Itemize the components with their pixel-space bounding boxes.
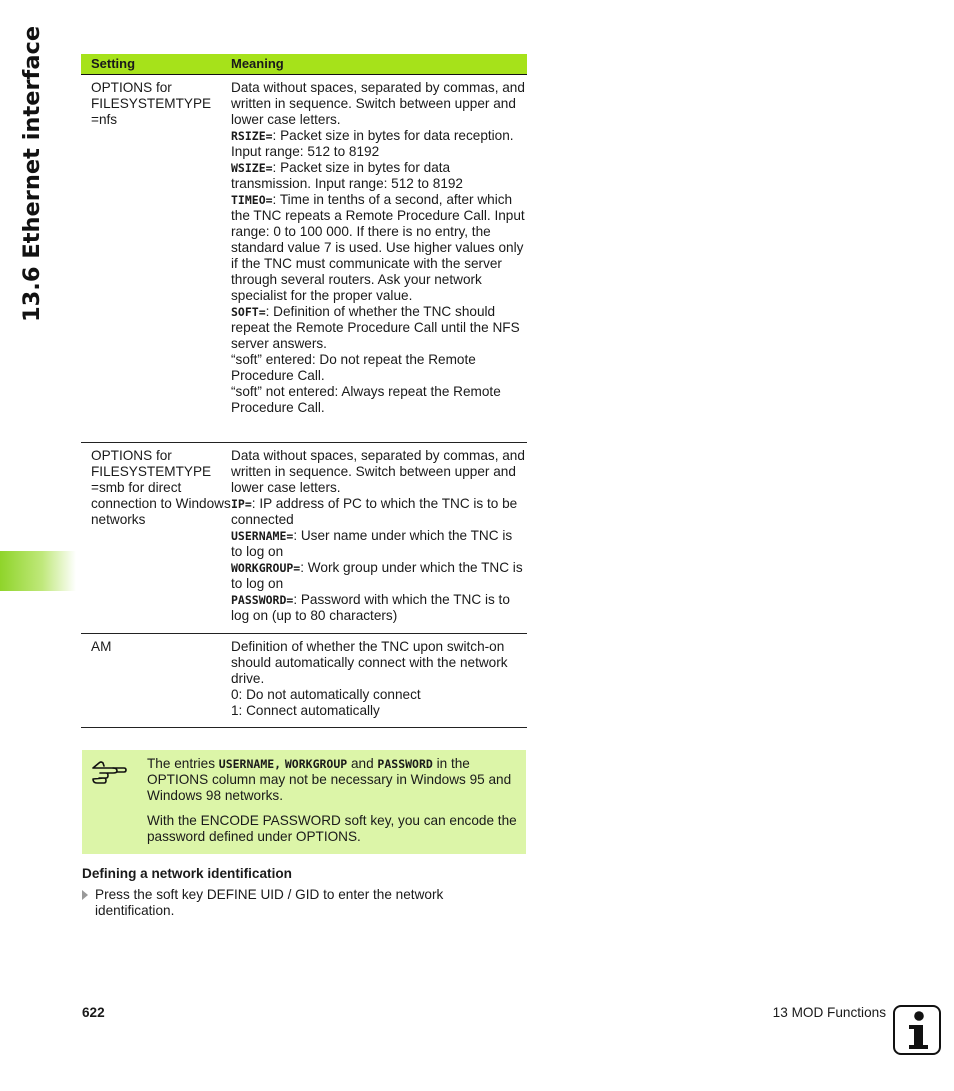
keyword: IP= bbox=[231, 497, 252, 511]
note-paragraph: With the ENCODE PASSWORD soft key, you can encode the password defined under OPTIONS. bbox=[147, 813, 517, 844]
chapter-side-title: 13.6 Ethernet interface bbox=[19, 25, 45, 322]
keyword: RSIZE= bbox=[231, 129, 273, 143]
meaning-intro: Data without spaces, separated by commas, and written in sequence. Switch between upper and lower case letters. bbox=[231, 448, 525, 495]
meaning-ip bbox=[231, 496, 527, 528]
settings-table bbox=[81, 54, 527, 728]
header-setting: Setting bbox=[91, 56, 136, 71]
meaning-soft bbox=[231, 304, 527, 352]
keyword: WORKGROUP bbox=[284, 757, 348, 771]
note-text bbox=[147, 756, 519, 854]
meaning-username bbox=[231, 528, 527, 560]
note-text-run: and bbox=[347, 756, 378, 771]
info-icon bbox=[893, 1005, 941, 1055]
keyword: TIMEO= bbox=[231, 193, 273, 207]
keyword-desc: : Packet size in bytes for data transmission. Input range: 512 to 8192 bbox=[231, 160, 463, 191]
keyword: SOFT= bbox=[231, 305, 266, 319]
page-number: 622 bbox=[82, 1005, 105, 1020]
meaning-rsize bbox=[231, 128, 527, 160]
row-meaning bbox=[231, 75, 527, 442]
keyword-desc: : Work group under which the TNC is to log on bbox=[231, 560, 523, 591]
note-text-run: The entries bbox=[147, 756, 219, 771]
meaning-password bbox=[231, 592, 527, 624]
meaning-timeo bbox=[231, 192, 527, 304]
row-meaning bbox=[231, 443, 527, 633]
table-row bbox=[81, 634, 527, 728]
keyword: PASSWORD bbox=[377, 757, 433, 771]
row-meaning bbox=[231, 634, 527, 727]
row-setting: OPTIONS for FILESYSTEMTYPE =smb for direct connection to Windows networks bbox=[91, 448, 231, 527]
note-box bbox=[82, 750, 526, 854]
row-setting: AM bbox=[91, 639, 112, 654]
meaning-line: Definition of whether the TNC upon switch-on should automatically connect with the network drive. bbox=[231, 639, 508, 686]
row-setting: OPTIONS for FILESYSTEMTYPE =nfs bbox=[91, 80, 212, 127]
keyword-desc: : Password with which the TNC is to log on (up to 80 characters) bbox=[231, 592, 510, 623]
meaning-line: 1: Connect automatically bbox=[231, 703, 380, 718]
meaning-soft-entered: “soft” entered: Do not repeat the Remote Procedure Call. bbox=[231, 352, 476, 383]
info-glyph bbox=[895, 1007, 939, 1053]
keyword: USERNAME, bbox=[218, 757, 282, 771]
keyword-desc: : Time in tenths of a second, after which the TNC repeats a Remote Procedure Call. Input range: 0 to 100 000. If there is no entry, the standard value 7 is used. Use higher values only if the TNC must communicate with the server through several routers. Ask your network specialist for the proper value. bbox=[231, 192, 525, 303]
keyword-desc: : Packet size in bytes for data reception. Input range: 512 to 8192 bbox=[231, 128, 514, 159]
bullet-arrow-icon bbox=[82, 890, 88, 900]
keyword: WORKGROUP= bbox=[231, 561, 301, 575]
keyword-desc: : User name under which the TNC is to log on bbox=[231, 528, 513, 559]
table-row bbox=[81, 443, 527, 634]
meaning-intro: Data without spaces, separated by commas, and written in sequence. Switch between upper and lower case letters. bbox=[231, 80, 525, 127]
step-text: Press the soft key DEFINE UID / GID to enter the network identification. bbox=[95, 887, 444, 918]
note-text-run: in the OPTIONS column may not be necessary in Windows 95 and Windows 98 networks. bbox=[147, 756, 512, 803]
keyword: PASSWORD= bbox=[231, 593, 294, 607]
meaning-soft-not-entered: “soft” not entered: Always repeat the Remote Procedure Call. bbox=[231, 384, 501, 415]
table-row bbox=[81, 75, 527, 443]
chapter-footer: 13 MOD Functions bbox=[772, 1005, 886, 1020]
keyword: WSIZE= bbox=[231, 161, 273, 175]
table-header bbox=[81, 54, 527, 75]
meaning-wsize bbox=[231, 160, 527, 192]
header-meaning: Meaning bbox=[231, 56, 284, 71]
keyword-desc: : IP address of PC to which the TNC is to be connected bbox=[231, 496, 518, 527]
meaning-workgroup bbox=[231, 560, 527, 592]
section-heading: Defining a network identification bbox=[82, 866, 292, 881]
instruction-step bbox=[82, 887, 502, 919]
note-paragraph bbox=[147, 756, 519, 804]
meaning-line: 0: Do not automatically connect bbox=[231, 687, 421, 702]
keyword-desc: : Definition of whether the TNC should repeat the Remote Procedure Call until the NFS server answers. bbox=[231, 304, 520, 351]
chapter-thumb-tab bbox=[0, 551, 76, 591]
keyword: USERNAME= bbox=[231, 529, 294, 543]
pointing-hand-icon bbox=[91, 759, 127, 785]
